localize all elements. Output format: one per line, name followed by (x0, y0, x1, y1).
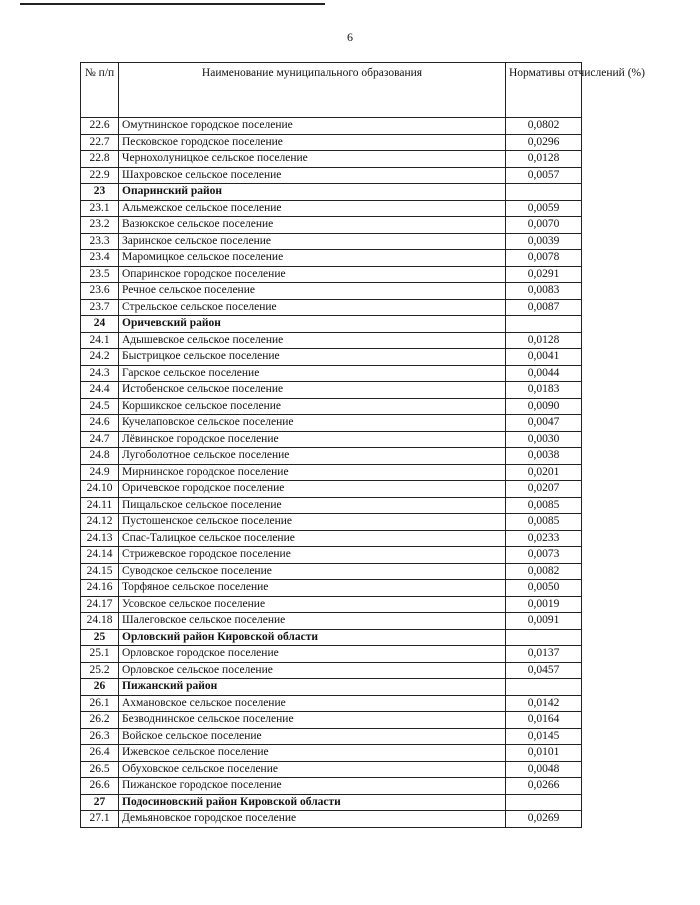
row-name: Пустошенское сельское поселение (119, 514, 506, 531)
row-number: 23.3 (81, 233, 119, 250)
table-row (81, 695, 582, 712)
row-value: 0,0059 (506, 200, 582, 217)
row-value: 0,0087 (506, 299, 582, 316)
table-row (81, 596, 582, 613)
row-value: 0,0041 (506, 349, 582, 366)
row-name: Орловское сельское поселение (119, 662, 506, 679)
row-name: Шахровское сельское поселение (119, 167, 506, 184)
row-number: 24.14 (81, 547, 119, 564)
row-number: 26.6 (81, 778, 119, 795)
row-name: Кучелаповское сельское поселение (119, 415, 506, 432)
table-row (81, 332, 582, 349)
table-row (81, 530, 582, 547)
row-name: Опаринский район (119, 184, 506, 201)
row-value: 0,0085 (506, 514, 582, 531)
row-number: 23.5 (81, 266, 119, 283)
row-name: Оричевский район (119, 316, 506, 333)
row-value: 0,0038 (506, 448, 582, 465)
row-name: Демьяновское городское поселение (119, 811, 506, 828)
row-number: 26.1 (81, 695, 119, 712)
row-value: 0,0233 (506, 530, 582, 547)
table-row (81, 547, 582, 564)
table-row (81, 299, 582, 316)
row-value (506, 679, 582, 696)
page-number: 6 (347, 30, 353, 44)
row-value: 0,0137 (506, 646, 582, 663)
row-number: 24.9 (81, 464, 119, 481)
row-value: 0,0019 (506, 596, 582, 613)
table-row (81, 580, 582, 597)
table-row (81, 415, 582, 432)
row-number: 24.5 (81, 398, 119, 415)
row-name: Пищальское сельское поселение (119, 497, 506, 514)
row-name: Маромицкое сельское поселение (119, 250, 506, 267)
row-name: Омутнинское городское поселение (119, 118, 506, 135)
row-number: 24.3 (81, 365, 119, 382)
row-value: 0,0164 (506, 712, 582, 729)
row-value: 0,0291 (506, 266, 582, 283)
row-number: 27.1 (81, 811, 119, 828)
table-row (81, 761, 582, 778)
table-row (81, 382, 582, 399)
row-name: Адышевское сельское поселение (119, 332, 506, 349)
table-row (81, 728, 582, 745)
row-value: 0,0145 (506, 728, 582, 745)
row-value (506, 629, 582, 646)
row-name: Стрельское сельское поселение (119, 299, 506, 316)
row-name: Истобенское сельское поселение (119, 382, 506, 399)
row-name: Мирнинское городское поселение (119, 464, 506, 481)
row-value: 0,0183 (506, 382, 582, 399)
table-body (81, 118, 582, 828)
row-number: 23.4 (81, 250, 119, 267)
row-value: 0,0057 (506, 167, 582, 184)
row-value: 0,0085 (506, 497, 582, 514)
row-value: 0,0070 (506, 217, 582, 234)
table-row (81, 349, 582, 366)
table-row (81, 398, 582, 415)
table-row (81, 481, 582, 498)
row-number: 24.7 (81, 431, 119, 448)
table-row (81, 151, 582, 168)
row-name: Спас-Талицкое сельское поселение (119, 530, 506, 547)
row-name: Усовское сельское поселение (119, 596, 506, 613)
row-name: Войское сельское поселение (119, 728, 506, 745)
row-name: Заринское сельское поселение (119, 233, 506, 250)
row-number: 26 (81, 679, 119, 696)
table-row (81, 811, 582, 828)
table-row (81, 497, 582, 514)
row-name: Лёвинское городское поселение (119, 431, 506, 448)
row-number: 26.3 (81, 728, 119, 745)
row-number: 22.6 (81, 118, 119, 135)
table-row (81, 365, 582, 382)
table-row (81, 118, 582, 135)
row-name: Безводнинское сельское поселение (119, 712, 506, 729)
row-number: 24.8 (81, 448, 119, 465)
row-number: 22.7 (81, 134, 119, 151)
norms-table (80, 62, 645, 828)
row-number: 24.18 (81, 613, 119, 630)
row-name: Обуховское сельское поселение (119, 761, 506, 778)
district-row (81, 629, 582, 646)
row-value: 0,0296 (506, 134, 582, 151)
table-row (81, 134, 582, 151)
row-number: 24.15 (81, 563, 119, 580)
row-number: 24 (81, 316, 119, 333)
table-row (81, 250, 582, 267)
table-row (81, 563, 582, 580)
row-name: Опаринское городское поселение (119, 266, 506, 283)
row-name: Гарское сельское поселение (119, 365, 506, 382)
row-value: 0,0030 (506, 431, 582, 448)
row-value: 0,0083 (506, 283, 582, 300)
row-name: Альмежское сельское поселение (119, 200, 506, 217)
row-value: 0,0269 (506, 811, 582, 828)
row-number: 24.11 (81, 497, 119, 514)
row-number: 23 (81, 184, 119, 201)
row-name: Коршикское сельское поселение (119, 398, 506, 415)
table-row (81, 217, 582, 234)
table-row (81, 283, 582, 300)
row-number: 24.12 (81, 514, 119, 531)
table-row (81, 448, 582, 465)
row-number: 22.9 (81, 167, 119, 184)
row-number: 23.2 (81, 217, 119, 234)
row-number: 24.13 (81, 530, 119, 547)
row-name: Стрижевское городское поселение (119, 547, 506, 564)
top-rule (20, 3, 325, 5)
row-value (506, 184, 582, 201)
row-number: 24.16 (81, 580, 119, 597)
table-row (81, 431, 582, 448)
header-name: Наименование муниципального образования (119, 63, 506, 118)
row-number: 24.17 (81, 596, 119, 613)
row-name: Ижевское сельское поселение (119, 745, 506, 762)
row-name: Торфяное сельское поселение (119, 580, 506, 597)
row-number: 23.1 (81, 200, 119, 217)
table-row (81, 646, 582, 663)
row-value: 0,0039 (506, 233, 582, 250)
row-name: Песковское городское поселение (119, 134, 506, 151)
row-number: 24.1 (81, 332, 119, 349)
table-header-row (81, 63, 582, 118)
table-row (81, 464, 582, 481)
row-number: 26.4 (81, 745, 119, 762)
row-name: Орловский район Кировской области (119, 629, 506, 646)
table-row (81, 613, 582, 630)
row-value: 0,0128 (506, 332, 582, 349)
row-number: 24.2 (81, 349, 119, 366)
row-name: Оричевское городское поселение (119, 481, 506, 498)
district-row (81, 184, 582, 201)
row-value: 0,0078 (506, 250, 582, 267)
row-value: 0,0128 (506, 151, 582, 168)
table-row (81, 233, 582, 250)
row-name: Суводское сельское поселение (119, 563, 506, 580)
district-row (81, 679, 582, 696)
row-number: 26.5 (81, 761, 119, 778)
row-name: Речное сельское поселение (119, 283, 506, 300)
row-number: 24.4 (81, 382, 119, 399)
row-number: 23.6 (81, 283, 119, 300)
row-value: 0,0082 (506, 563, 582, 580)
row-name: Вазюкское сельское поселение (119, 217, 506, 234)
row-name: Подосиновский район Кировской области (119, 794, 506, 811)
row-value: 0,0802 (506, 118, 582, 135)
table-row (81, 745, 582, 762)
district-row (81, 316, 582, 333)
table-row (81, 778, 582, 795)
district-row (81, 794, 582, 811)
row-value: 0,0090 (506, 398, 582, 415)
table-row (81, 200, 582, 217)
row-name: Чернохолуницкое сельское поселение (119, 151, 506, 168)
row-value: 0,0050 (506, 580, 582, 597)
row-value: 0,0201 (506, 464, 582, 481)
table-row (81, 662, 582, 679)
row-name: Пижанский район (119, 679, 506, 696)
row-name: Пижанское городское поселение (119, 778, 506, 795)
row-name: Орловское городское поселение (119, 646, 506, 663)
header-value: Нормативы отчислений (%) (506, 63, 582, 118)
row-value: 0,0207 (506, 481, 582, 498)
table-row (81, 266, 582, 283)
row-value: 0,0266 (506, 778, 582, 795)
row-number: 26.2 (81, 712, 119, 729)
row-value: 0,0048 (506, 761, 582, 778)
row-name: Ахмановское сельское поселение (119, 695, 506, 712)
table-row (81, 712, 582, 729)
row-value: 0,0101 (506, 745, 582, 762)
header-number: № п/п (81, 63, 119, 118)
row-number: 27 (81, 794, 119, 811)
row-number: 22.8 (81, 151, 119, 168)
row-number: 25 (81, 629, 119, 646)
row-value (506, 316, 582, 333)
table-row (81, 167, 582, 184)
row-name: Шалеговское сельское поселение (119, 613, 506, 630)
row-value: 0,0073 (506, 547, 582, 564)
row-name: Лугоболотное сельское поселение (119, 448, 506, 465)
row-value (506, 794, 582, 811)
row-value: 0,0457 (506, 662, 582, 679)
row-value: 0,0142 (506, 695, 582, 712)
row-number: 25.1 (81, 646, 119, 663)
row-name: Быстрицкое сельское поселение (119, 349, 506, 366)
row-number: 25.2 (81, 662, 119, 679)
row-number: 24.10 (81, 481, 119, 498)
row-number: 23.7 (81, 299, 119, 316)
row-value: 0,0047 (506, 415, 582, 432)
table-row (81, 514, 582, 531)
row-value: 0,0044 (506, 365, 582, 382)
row-value: 0,0091 (506, 613, 582, 630)
row-number: 24.6 (81, 415, 119, 432)
